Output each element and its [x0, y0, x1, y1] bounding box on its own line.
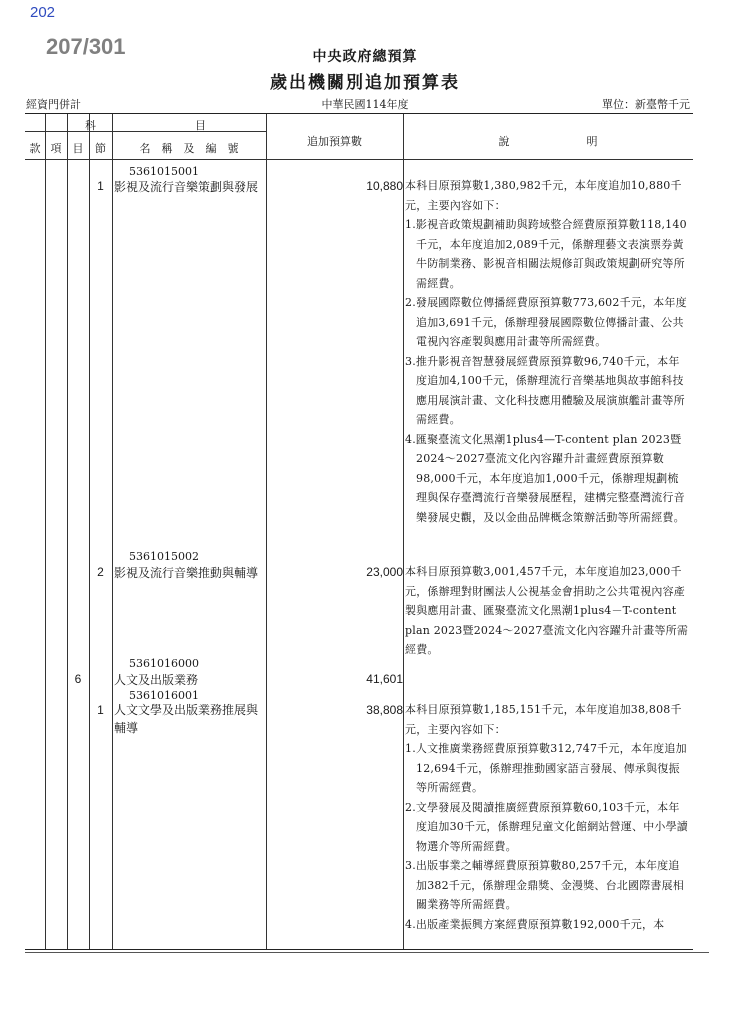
col-divider — [112, 114, 113, 949]
desc-intro: 本科目原預算數1,380,982千元，本年度追加10,880千元，主要內容如下： — [405, 179, 682, 212]
desc-item: 2.發展國際數位傳播經費原預算數773,602千元，本年度追加3,691千元，係辦理發展國際數位傳播計畫、公共電視內容產製與應用計畫等所需經費。 — [405, 296, 687, 348]
col-subject-header: 科 目 — [85, 119, 206, 132]
row-code: 5361015001 — [129, 165, 199, 178]
col-kuan-header: 款 — [29, 142, 41, 155]
desc-item: 3.推升影視音智慧發展經費原預算數96,740千元，本年度追加4,100千元，係辦理流行音樂基地與故事館科技應用展演計畫、文化科技應用體驗及展演旗艦計畫等所需經費。 — [405, 354, 685, 426]
row-jie: 2 — [97, 565, 104, 579]
row-jie: 1 — [97, 703, 104, 717]
row-amount: 41,601 — [366, 672, 403, 686]
row-name: 人文文學及出版業務推展與輔導 — [114, 703, 259, 735]
header-left-label: 經資門併計 — [26, 98, 81, 111]
page-bottom-rule — [25, 952, 709, 953]
row-description — [405, 176, 689, 527]
desc-item: 4.匯聚臺流文化黑潮1plus4—T-content plan 2023暨2024～2027臺流文化內容躍升計畫經費原預算數98,000千元，本年度追加1,000千元，係辦理規劃梳理與保存臺灣流行音樂發展歷程，建構完整臺灣流行音樂發展史觀，及以金曲品牌概念策辦活動等所需經費。 — [405, 432, 685, 524]
row-code: 5361016000 — [129, 657, 199, 670]
row-name: 影視及流行音樂策劃與發展 — [114, 180, 259, 194]
desc-item: 1.影視音政策規劃補助與跨域整合經費原預算數118,140千元，本年度追加2,089千元，係辦理藝文表演票券黃牛防制業務、影視音相關法規修訂與政策規劃研究等所需經費。 — [405, 218, 687, 290]
row-mu: 6 — [74, 672, 82, 686]
col-divider — [45, 114, 46, 949]
row-amount: 10,880 — [366, 179, 403, 193]
row-code: 5361016001 — [129, 689, 199, 702]
col-divider — [67, 114, 68, 949]
col-mu-header: 目 — [72, 142, 84, 155]
header-fiscal-year: 中華民國114年度 — [321, 98, 409, 111]
col-xiang-header: 項 — [50, 142, 62, 155]
col-name-header: 名 稱 及 編 號 — [139, 142, 239, 155]
col-jie-header: 節 — [95, 142, 106, 155]
desc-item: 1.人文推廣業務經費原預算數312,747千元，本年度追加12,694千元，係辦理推動國家語言發展、傳承與復振等所需經費。 — [405, 742, 687, 794]
desc-intro: 本科目原預算數3,001,457千元，本年度追加23,000千元，係辦理對財團法人公視基金會捐助之公共電視內容產製與應用計畫、匯聚臺流文化黑潮1plus4－T-content plan 2023暨2024～2027臺流文化內容躍升計畫等所需經費。 — [405, 565, 689, 656]
row-code: 5361015002 — [129, 550, 199, 563]
row-description — [405, 700, 689, 934]
row-amount: 38,808 — [366, 703, 403, 717]
row-amount: 23,000 — [366, 565, 403, 579]
desc-item: 2.文學發展及閱讀推廣經費原預算數60,103千元，本年度追加30千元，係辦理兒童文化館網站營運、中小學讀物選介等所需經費。 — [405, 800, 688, 853]
row-jie: 1 — [97, 179, 104, 193]
desc-item: 3.出版事業之輔導經費原預算數80,257千元，本年度追加382千元，係辦理金鼎獎、金漫獎、台北國際書展相關業務等所需經費。 — [405, 859, 684, 911]
row-name: 人文及出版業務 — [114, 673, 199, 687]
page-title: 歲出機關別追加預算表 — [270, 73, 460, 93]
page-counter: 207/301 — [46, 34, 126, 59]
desc-item: 4.出版產業振興方案經費原預算數192,000千元，本 — [405, 917, 665, 931]
col-desc-header: 說 明 — [498, 135, 598, 148]
page-year: 202 — [30, 4, 56, 21]
desc-intro: 本科目原預算數1,185,151千元，本年度追加38,808千元，主要內容如下： — [405, 703, 682, 736]
col-divider — [89, 114, 90, 949]
col-divider — [266, 114, 267, 949]
col-amount-header: 追加預算數 — [307, 135, 362, 148]
row-description — [405, 562, 689, 660]
budget-table — [25, 113, 693, 950]
row-name: 影視及流行音樂推動與輔導 — [114, 566, 259, 580]
header-unit: 單位：新臺幣千元 — [602, 98, 690, 111]
page-title-line1: 中央政府總預算 — [312, 49, 418, 65]
col-divider — [403, 114, 404, 949]
header-rule — [25, 159, 693, 160]
